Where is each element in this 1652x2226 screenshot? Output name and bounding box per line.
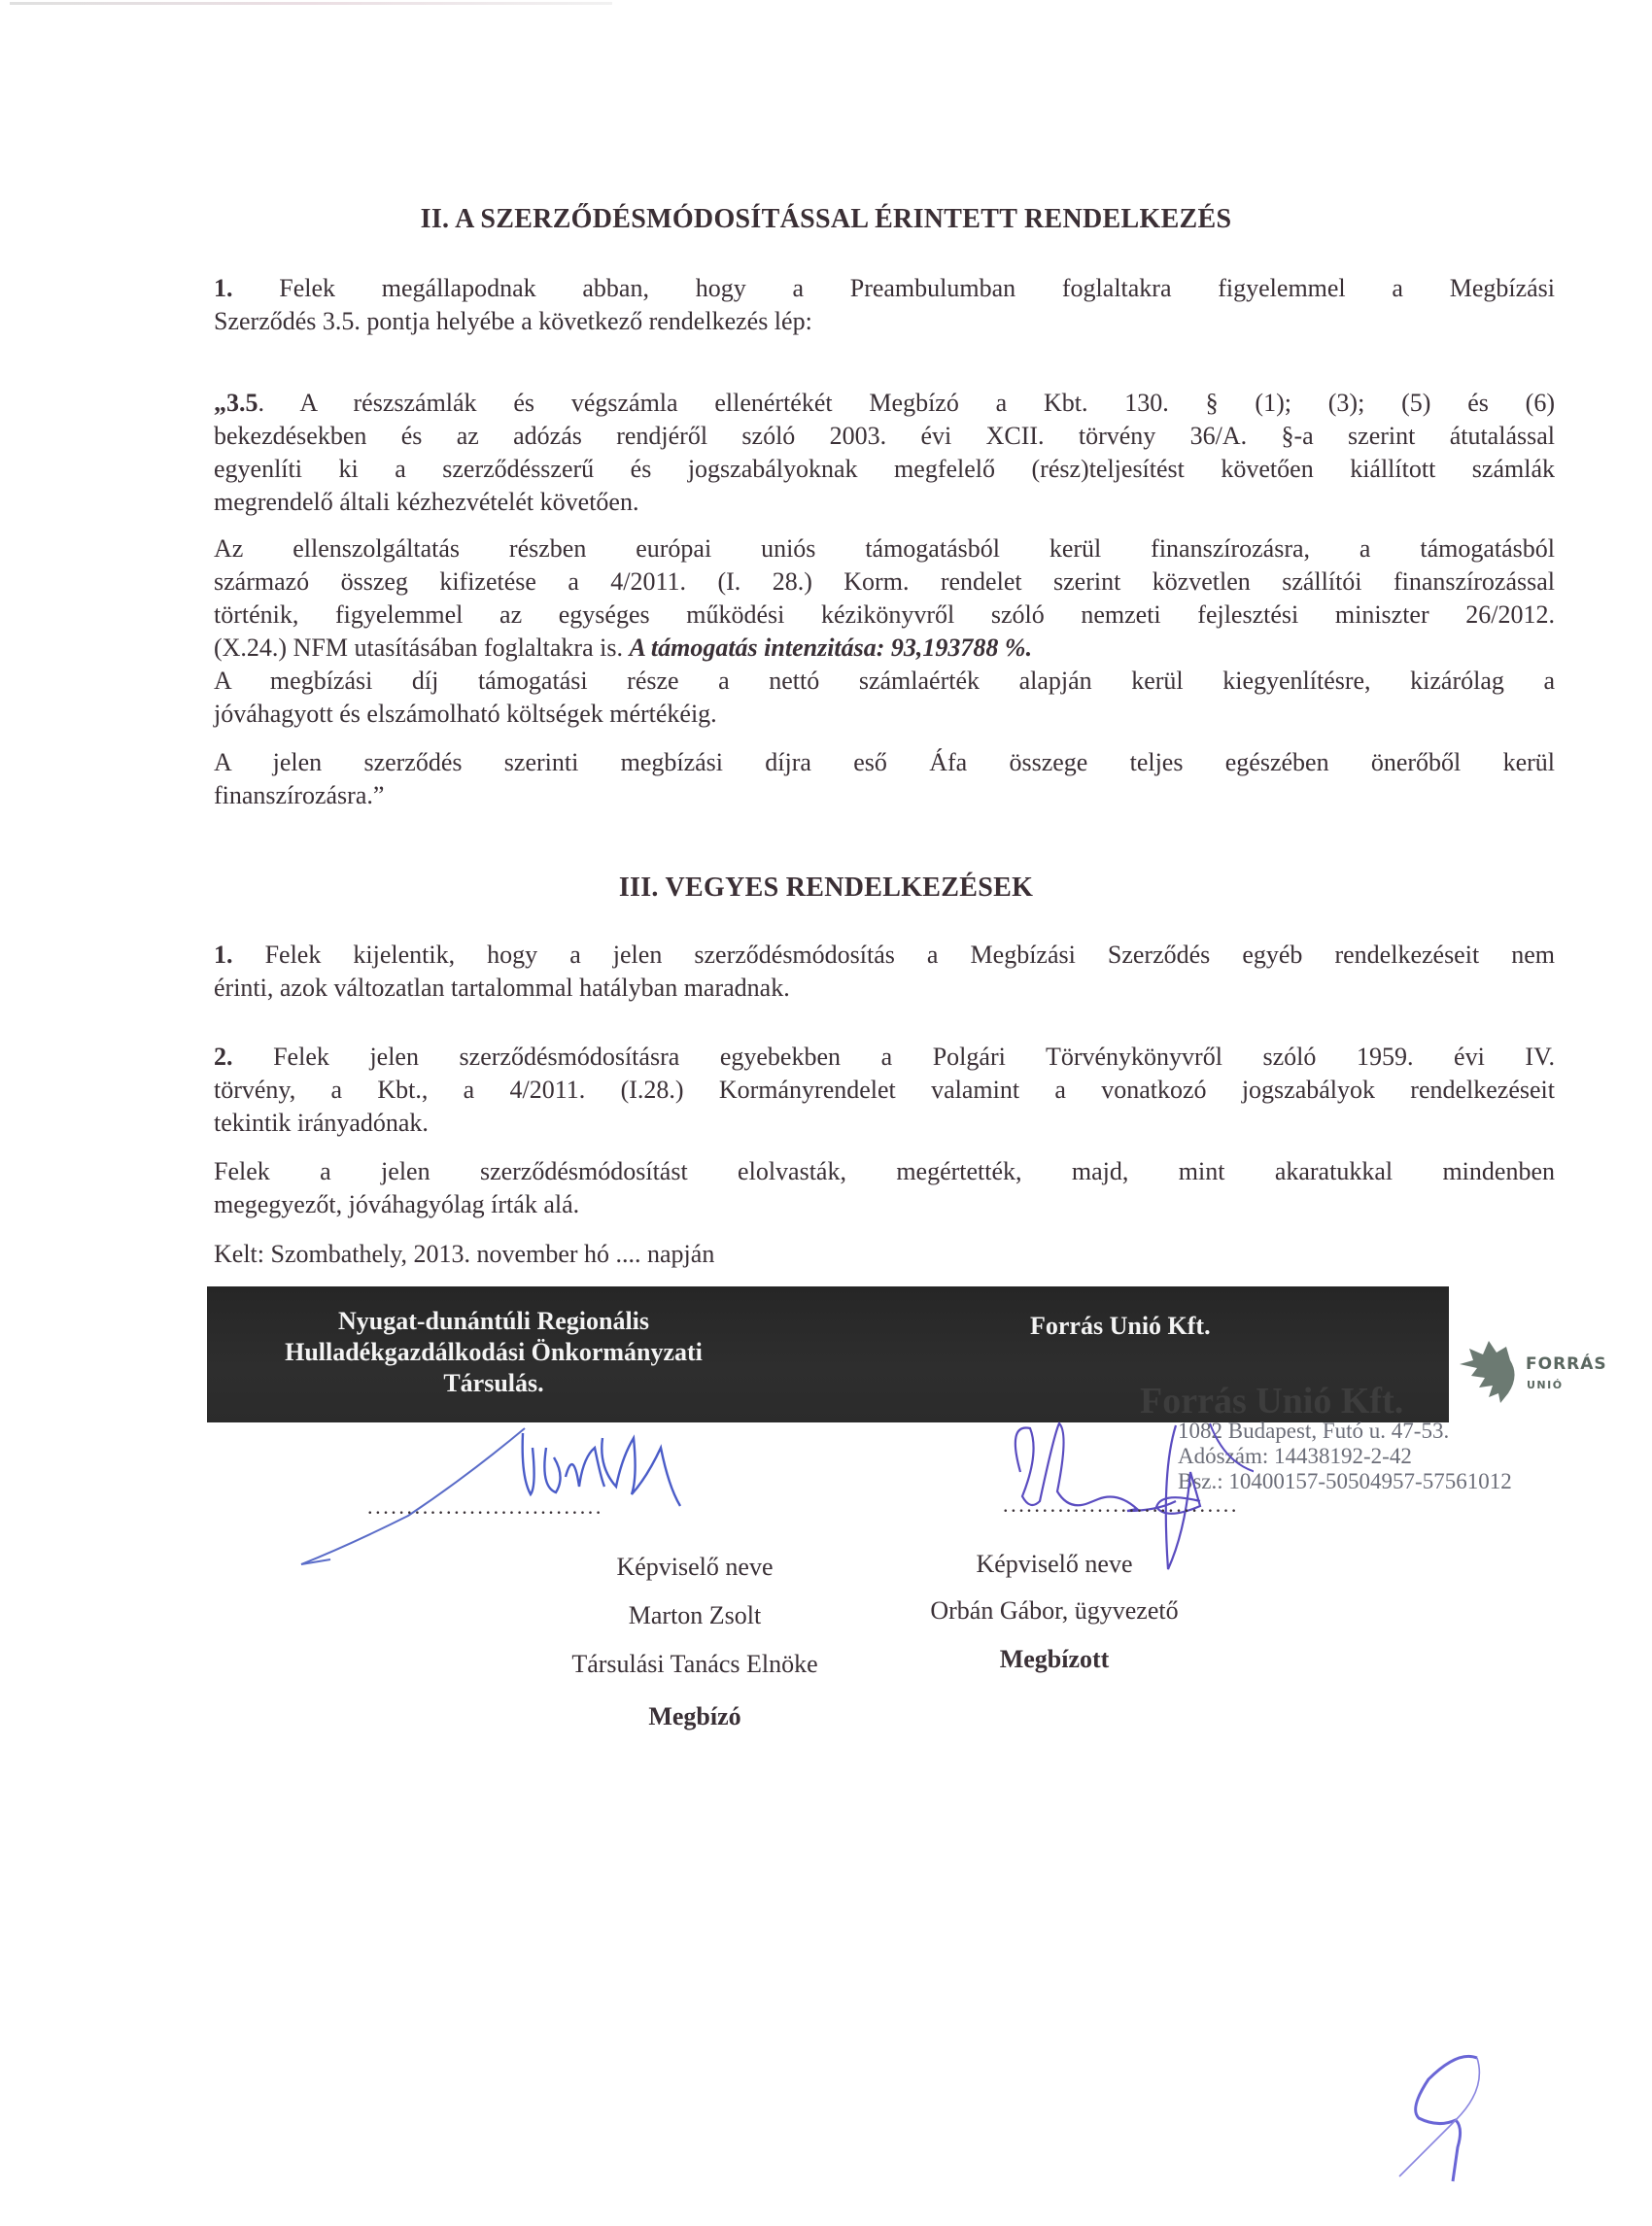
date-line — [214, 1238, 1555, 1271]
agent-role: Megbízott — [999, 1645, 1110, 1673]
principal-organization — [207, 1306, 780, 1399]
text-line: származó összeg kifizetése a 4/2011. (I. 28.) Korm. rendelet szerint közvetlen szállítói finanszírozással — [214, 567, 1555, 596]
section-3-paragraph-1 — [214, 939, 1555, 1005]
support-intensity: A támogatás intenzitása: 93,193788 %. — [629, 634, 1033, 662]
stamp-company-name: Forrás Unió Kft. — [1140, 1381, 1404, 1421]
agent-organization: Forrás Unió Kft. — [1030, 1312, 1211, 1340]
paragraph-number: 1. — [214, 941, 233, 969]
section-2-paragraph-1 — [214, 272, 1555, 338]
text-line: Szerződés 3.5. pontja helyébe a következő rendelkezés lép: — [214, 307, 812, 335]
section-3-heading: III. VEGYES RENDELKEZÉSEK — [618, 873, 1034, 903]
stamp-bank-account: Bsz.: 10400157-50504957-57561012 — [1178, 1469, 1512, 1493]
scan-artifact-line — [10, 2, 612, 5]
org-line: Nyugat-dunántúli Regionális — [337, 1307, 650, 1335]
vat-paragraph — [214, 746, 1555, 812]
text-line: Felek jelen szerződésmódosításra egyebekben a Polgári Törvénykönyvről szóló 1959. évi IV. — [273, 1043, 1555, 1071]
text-line: jóváhagyott és elszámolható költségek mértékéig. — [214, 700, 717, 728]
text-line: érinti, azok változatlan tartalommal hatályban maradnak. — [214, 974, 790, 1002]
section-3-paragraph-3 — [214, 1155, 1555, 1221]
principal-caption: Képviselő neve — [616, 1553, 774, 1581]
section-3-paragraph-2 — [214, 1041, 1555, 1140]
text-line: történik, figyelemmel az egységes működési kézikönyvről szóló nemzeti fejlesztési miniszter 26/2012. — [214, 600, 1555, 629]
date-text: Kelt: Szombathely, 2013. november hó .... napján — [214, 1240, 715, 1268]
principal-role: Megbízó — [648, 1702, 741, 1730]
forras-leaf-logo-icon — [1456, 1339, 1524, 1407]
org-line: Hulladékgazdálkodási Önkormányzati — [285, 1338, 703, 1366]
agent-name: Orbán Gábor, ügyvezető — [930, 1596, 1179, 1625]
text-line: (X.24.) NFM utasításában foglaltakra is. — [214, 634, 630, 662]
section-2-heading: II. A SZERZŐDÉSMÓDOSÍTÁSSAL ÉRINTETT RENDELKEZÉS — [420, 204, 1232, 234]
text-line: finanszírozásra.” — [214, 781, 385, 809]
text-line: megegyezőt, jóváhagyólag írták alá. — [214, 1190, 580, 1218]
signature-header-band — [207, 1286, 1449, 1422]
text-line: A megbízási díj támogatási része a nettó számlaérték alapján kerül kiegyenlítésre, kizárólag a — [214, 667, 1555, 695]
clause-3-5-paragraph — [214, 387, 1555, 519]
text-line: A jelen szerződés szerinti megbízási díjra eső Áfa összege teljes egészében önerőből kerül — [214, 748, 1555, 776]
text-line: tekintik irányadónak. — [214, 1109, 429, 1137]
logo-wordmark: FORRÁS — [1526, 1354, 1607, 1374]
agent-caption: Képviselő neve — [976, 1550, 1133, 1578]
text-line: Felek kijelentik, hogy a jelen szerződésmódosítás a Megbízási Szerződés egyéb rendelkezéseit nem — [264, 941, 1555, 969]
text-line: egyenlíti ki a szerződésszerű és jogszabályoknak megfelelő (rész)teljesítést követően kiállított számlák — [214, 455, 1555, 483]
text-line: Felek a jelen szerződésmódosítást elolvasták, megértették, majd, mint akaratukkal mindenben — [214, 1157, 1555, 1185]
principal-name: Marton Zsolt — [628, 1601, 762, 1629]
org-line: Társulás. — [443, 1369, 544, 1397]
stamp-tax-number: Adószám: 14438192-2-42 — [1178, 1444, 1412, 1468]
principal-title: Társulási Tanács Elnöke — [571, 1650, 818, 1678]
agent-signature-line: .............................. — [1003, 1492, 1239, 1517]
text-line: törvény, a Kbt., a 4/2011. (I.28.) Kormányrendelet valamint a vonatkozó jogszabályok rendelkezéseit — [214, 1076, 1555, 1104]
principal-signature-line: .............................. — [367, 1494, 603, 1519]
text-line: Felek megállapodnak abban, hogy a Preambulumban foglaltakra figyelemmel a Megbízási — [279, 274, 1556, 302]
paragraph-number: 2. — [214, 1043, 233, 1071]
text-line: megrendelő általi kézhezvételét követően. — [214, 488, 639, 516]
logo-subtitle: UNIÓ — [1527, 1379, 1564, 1391]
funding-paragraph — [214, 532, 1555, 731]
paragraph-number: 1. — [214, 274, 233, 302]
text-line: . A részszámlák és végszámla ellenértékét Megbízó a Kbt. 130. § (1); (3); (5) és (6) — [258, 389, 1555, 417]
stamp-address: 1082 Budapest, Futó u. 47-53. — [1178, 1419, 1450, 1443]
clause-number: „3.5 — [214, 389, 258, 417]
page-initial-signature — [1380, 2050, 1497, 2196]
text-line: Az ellenszolgáltatás részben európai uniós támogatásból kerül finanszírozásra, a támogatásból — [214, 534, 1555, 563]
text-line: bekezdésekben és az adózás rendjéről szóló 2003. évi XCII. törvény 36/A. §-a szerint átutalással — [214, 422, 1555, 450]
